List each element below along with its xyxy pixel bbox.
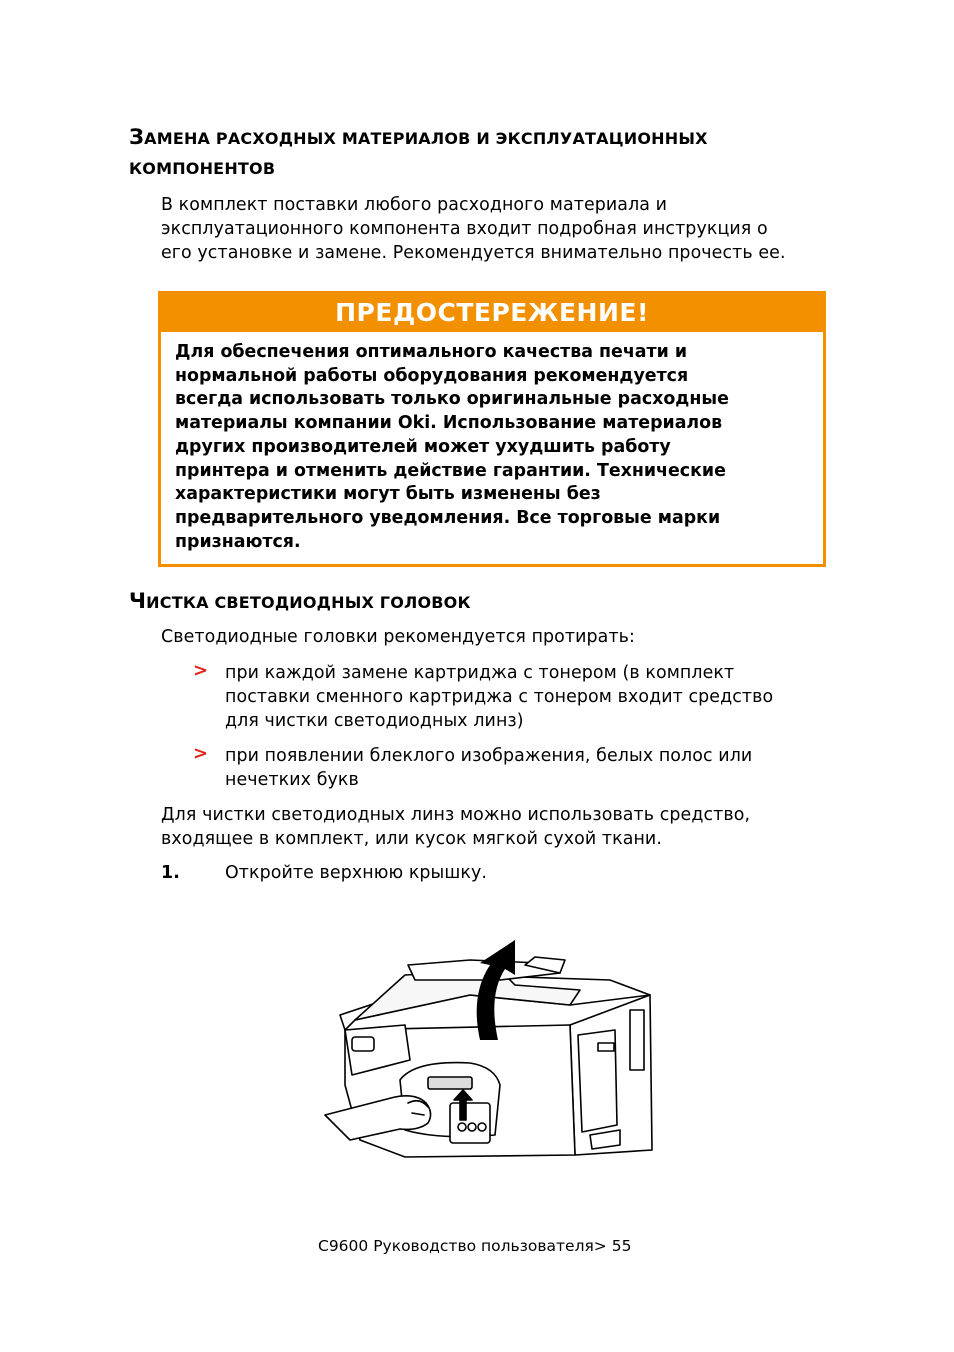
bullet-line: для чистки светодиодных линз) [225, 711, 524, 731]
warning-line: других производителей может ухудшить работу [175, 436, 671, 457]
bullet-line: при появлении блеклого изображения, белых полос или [225, 746, 753, 766]
bullet-line: при каждой замене картриджа с тонером (в комплект [225, 663, 735, 683]
bullet-item [225, 744, 752, 792]
printer-illustration [320, 935, 660, 1165]
paragraph-line: В комплект поставки любого расходного материала и [161, 195, 668, 215]
warning-line: характеристики могут быть изменены без [175, 484, 601, 505]
warning-title: ПРЕДОСТЕРЕЖЕНИЕ! [161, 294, 823, 332]
bullet-marker: > [193, 660, 209, 681]
intro-paragraph [161, 193, 786, 265]
heading-initial: З [129, 125, 145, 149]
bullet-item [225, 661, 773, 733]
section-heading-replacement-line2: КОМПОНЕНТОВ [129, 159, 276, 178]
heading-initial: Ч [129, 589, 147, 613]
bullet-line: поставки сменного картриджа с тонером входит средство [225, 687, 774, 707]
paragraph-line: эксплуатационного компонента входит подробная инструкция о [161, 219, 768, 239]
paragraph-line: его установке и замене. Рекомендуется внимательно прочесть ее. [161, 243, 786, 263]
paragraph-line: входящее в комплект, или кусок мягкой сухой ткани. [161, 829, 662, 849]
cleaning-intro: Светодиодные головки рекомендуется протирать: [161, 627, 635, 647]
step-text: Откройте верхнюю крышку. [225, 863, 488, 883]
warning-line: Для обеспечения оптимального качества печати и [175, 342, 688, 362]
bullet-line: нечетких букв [225, 770, 359, 790]
warning-line: признаются. [175, 531, 301, 552]
bullet-marker: > [193, 743, 209, 764]
section-heading-cleaning [129, 589, 471, 613]
warning-line: материалы компании Oki. Использование материалов [175, 413, 723, 434]
warning-box [158, 291, 826, 567]
cleaning-paragraph [161, 803, 750, 851]
heading-text: АМЕНА РАСХОДНЫХ МАТЕРИАЛОВ И ЭКСПЛУАТАЦИОННЫХ [144, 129, 708, 148]
paragraph-line: Для чистки светодиодных линз можно использовать средство, [161, 805, 751, 825]
warning-line: нормальной работы оборудования рекомендуется [175, 365, 689, 386]
warning-text [175, 341, 815, 554]
warning-line: предварительного уведомления. Все торговые марки [175, 507, 721, 528]
warning-line: всегда использовать только оригинальные расходные [175, 389, 729, 410]
warning-line: принтера и отменить действие гарантии. Технические [175, 460, 726, 481]
heading-text: ИСТКА СВЕТОДИОДНЫХ ГОЛОВОК [146, 593, 471, 612]
step-number: 1. [161, 863, 180, 883]
section-heading-replacement [129, 125, 708, 149]
page-footer: C9600 Руководство пользователя> 55 [318, 1237, 632, 1255]
